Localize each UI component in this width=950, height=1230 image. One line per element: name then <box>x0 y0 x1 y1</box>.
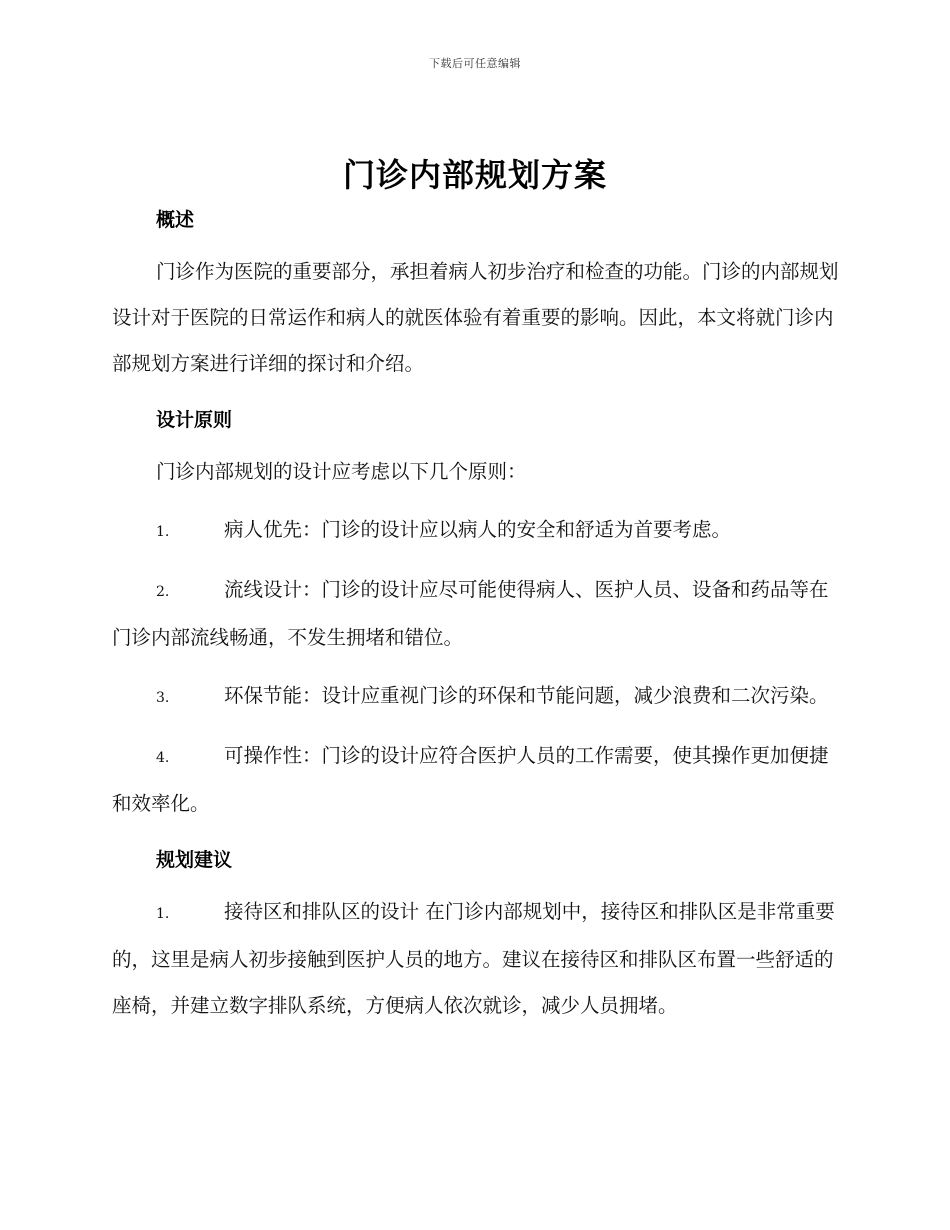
principles-intro: 门诊内部规划的设计应考虑以下几个原则： <box>156 460 527 483</box>
list-text: 病人优先：门诊的设计应以病人的安全和舒适为首要考虑。 <box>224 518 732 541</box>
principle-item <box>112 567 840 661</box>
list-number: 3. <box>156 690 170 706</box>
list-number: 1. <box>156 906 170 922</box>
list-text: 环保节能：设计应重视门诊的环保和节能问题，减少浪费和二次污染。 <box>224 684 829 707</box>
section-heading-principles: 设计原则 <box>156 409 233 431</box>
list-text: 可操作性：门诊的设计应符合医护人员的工作需要，使其操作更加便捷和效率化。 <box>112 744 829 815</box>
principle-item <box>112 507 840 555</box>
overview-paragraph: 门诊作为医院的重要部分，承担着病人初步治疗和检查的功能。门诊的内部规划设计对于医院的日常运作和病人的就医体验有着重要的影响。因此，本文将就门诊内部规划方案进行详细的探讨和介绍。 <box>112 260 839 375</box>
section-heading-overview: 概述 <box>156 209 195 231</box>
section-heading-suggestions: 规划建议 <box>156 849 233 871</box>
header-note: 下载后可任意编辑 <box>429 57 521 70</box>
list-text: 接待区和排队区的设计 在门诊内部规划中，接待区和排队区是非常重要的，这里是病人初步接触到医护人员的地方。建议在接待区和排队区布置一些舒适的座椅，并建立数字排队系统，方便病人依次就诊，减少人员拥堵。 <box>112 900 835 1017</box>
suggestion-item <box>112 889 840 1029</box>
principle-item <box>112 733 840 827</box>
principle-item <box>112 673 840 721</box>
document-title: 门诊内部规划方案 <box>342 156 607 194</box>
list-number: 4. <box>156 750 170 766</box>
document-body <box>112 203 840 1029</box>
list-number: 2. <box>156 584 170 600</box>
list-number: 1. <box>156 524 170 540</box>
list-text: 流线设计：门诊的设计应尽可能使得病人、医护人员、设备和药品等在门诊内部流线畅通，不发生拥堵和错位。 <box>112 578 829 649</box>
